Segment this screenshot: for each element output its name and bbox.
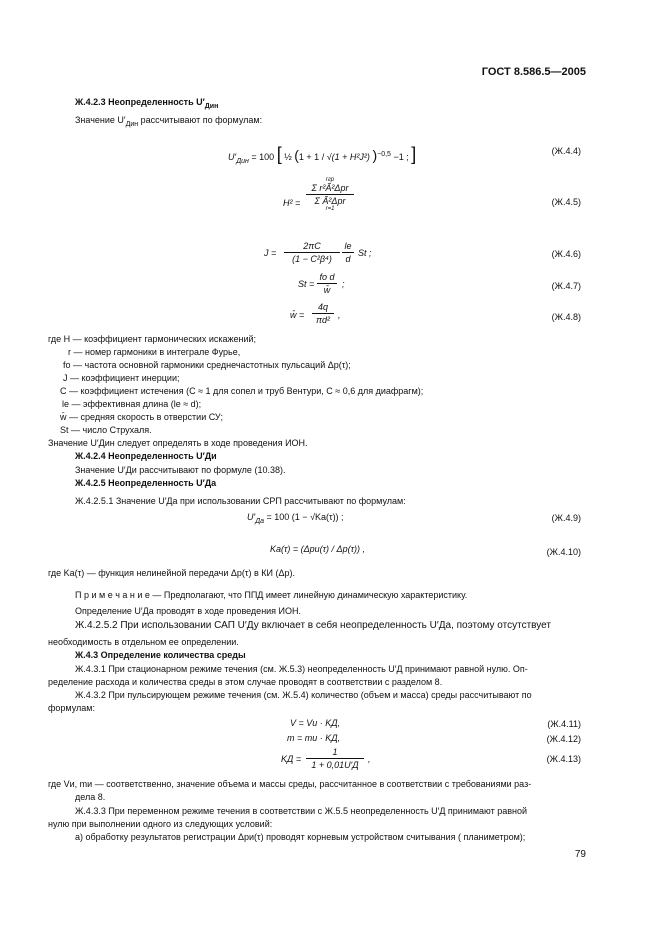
def-line-2: fо — частота основной гармоники среднечастотных пульсаций Δp(τ); (63, 360, 351, 370)
intro-text: Значение U′ (75, 115, 126, 125)
equation-number-4-7: (Ж.4.7) (551, 281, 581, 291)
section-4-2-5-where: где Kа(τ) — функция нелинейной передачи Δp(τ) в КИ (Δp). (48, 568, 295, 578)
equation-number-4-10: (Ж.4.10) (546, 547, 581, 557)
intro-tail: рассчитывают по формулам: (140, 115, 263, 125)
defs-after: Значение U′Дин следует определять в ходе проведения ИОН. (48, 438, 308, 448)
eq48-fraction-bar (312, 313, 334, 314)
def-line-4: C — коэффициент истечения (C ≈ 1 для сопел и труб Вентури, C ≈ 0,6 для диафрагм); (60, 386, 424, 396)
def-line-0: где H — коэффициент гармонических искажений; (48, 334, 257, 344)
def-line-6: w̄ — средняя скорость в отверстии СУ; (60, 412, 223, 422)
eq44-tail: −1 ; (393, 152, 409, 162)
section-4-2-5-2-b: необходимость в отдельном ее определении. (48, 637, 239, 647)
section-4-3-where-a: где Vи, mи — соответственно, значение объема и массы среды, рассчитанное в соответствии с требованиями раз- (48, 779, 532, 789)
eq47-denominator: w̄ (323, 285, 331, 295)
paragraph-intro (75, 115, 262, 128)
eq45-limit-bottom: r=1 (325, 206, 335, 212)
section-4-3-3-b: нулю при выполнении одного из следующих условий: (48, 819, 273, 829)
eq49-lhs: U′ (247, 512, 256, 522)
section-heading-4-3: Ж.4.3 Определение количества среды (75, 650, 246, 660)
eq413-fraction-bar (306, 758, 364, 759)
eq46-numerator: 2πC (303, 241, 321, 251)
eq44-half: ½ (284, 152, 292, 162)
eq46-denominator: (1 − C²β⁴) (292, 254, 332, 264)
eq49-rhs: = 100 (1 − √Kа(τ)) ; (266, 512, 344, 522)
equation-4-11: V = Vи · KД, (290, 718, 341, 728)
equation-4-10 (270, 544, 365, 554)
eq48-numerator: 4q (317, 302, 328, 312)
eq413-denominator: 1 + 0,01U′Д (311, 760, 359, 770)
eq413-tail: , (368, 754, 371, 764)
equation-number-4-9: (Ж.4.9) (551, 513, 581, 523)
section-heading-4-2-5: Ж.4.2.5 Неопределенность U′Да (75, 478, 217, 488)
section-4-3-2-b: формулам: (48, 703, 95, 713)
eq45-fraction-bar (306, 194, 354, 195)
eq46-f2-bar (342, 252, 354, 253)
eq45-numerator: Σ r²Ã²Δpr (311, 183, 349, 193)
eq46-lhs: J = (264, 248, 277, 258)
section-4-3-1-a: Ж.4.3.1 При стационарном режиме течения (см. Ж.5.3) неопределенность U′Д принимают равной нулю. Оп- (75, 664, 528, 674)
eq44-lhs: U′ (228, 152, 237, 162)
standard-designation: ГОСТ 8.586.5—2005 (481, 66, 586, 78)
eq48-denominator: πd² (315, 315, 331, 325)
section-4-3-1-b: ределение расхода и количества среды в этом случае проводят в соответствии с разделом 8. (48, 677, 443, 687)
eq45-lhs: H² = (283, 198, 301, 208)
def-line-3: J — коэффициент инерции; (63, 373, 180, 383)
section-4-3-3-a: Ж.4.3.3 При переменном режиме течения в соответствии с Ж.5.5 неопределенность U′Д принимают равной (75, 806, 527, 816)
section-heading-4-2-4: Ж.4.2.4 Неопределенность U′Ди (75, 451, 217, 461)
equation-number-4-12: (Ж.4.12) (546, 734, 581, 744)
eq46-fraction-bar (284, 252, 340, 253)
equation-4-12: m = mи · KД, (287, 733, 341, 743)
equation-number-4-11: (Ж.4.11) (547, 719, 581, 729)
eq44-lhs-sub: Дин (236, 157, 249, 165)
eq413-lhs: KД = (281, 754, 302, 764)
def-line-7: St — число Струхаля. (60, 425, 152, 435)
heading-text: Ж.4.2.3 Неопределенность U′ (75, 97, 205, 107)
equation-number-4-6: (Ж.4.6) (551, 249, 581, 259)
eq44-exponent: −0,5 (377, 151, 391, 158)
eq410-rhs: (Δpи(τ) / Δp(τ)) , (300, 544, 365, 554)
eq47-fraction (317, 272, 337, 295)
section-heading-4-2-3 (75, 97, 218, 110)
heading-subscript: Дин (204, 102, 219, 110)
def-line-5: lе — эффективная длина (lе ≈ d); (62, 399, 202, 409)
section-4-2-5-2-a: Ж.4.2.5.2 При использовании САП U′Ду включает в себя неопределенность U′Да, поэтому отсутствует (75, 620, 551, 631)
equation-number-4-8: (Ж.4.8) (551, 312, 581, 322)
eq47-lhs: St = (298, 279, 315, 289)
eq44-root: √(1 + H²J²) (326, 152, 370, 162)
equation-4-4: $U'_{Дин} = 100$ [ ½ (1 + 1 / √(1 + H²J²) )$^{-0,5}$ −1 ; ] (228, 144, 417, 165)
eq46-fraction (284, 241, 340, 264)
eq45-denominator: Σ Ã²Δpr (314, 196, 346, 206)
def-line-1: r — номер гармоники в интеграле Фурье, (68, 347, 241, 357)
page-number: 79 (574, 849, 586, 860)
eq46-fraction-2 (342, 241, 354, 264)
eq49-lhs-sub: Да (255, 517, 265, 525)
eq413-fraction (306, 747, 364, 770)
equation-number-4-4: (Ж.4.4) (551, 146, 581, 156)
eq45-limit-top: rгр (325, 177, 335, 183)
eq47-numerator: fо d (319, 272, 335, 282)
section-4-2-5-def: Определение U′Да проводят в ходе проведения ИОН. (75, 606, 302, 616)
equation-number-4-5: (Ж.4.5) (551, 197, 581, 207)
section-4-3-2-a: Ж.4.3.2 При пульсирующем режиме течения (см. Ж.5.4) количество (объем и масса) среды рассчитывают по (75, 690, 532, 700)
eq48-lhs: w̄ = (290, 310, 305, 320)
section-4-3-3-item-a: а) обработку результатов регистрации Δpи(τ) проводят корневым устройством считывания ( планиметром); (75, 832, 526, 842)
section-4-2-4-text: Значение U′Ди рассчитывают по формуле (10.38). (75, 465, 286, 475)
eq46-f2-denominator: d (345, 254, 351, 264)
equation-4-9 (247, 512, 344, 525)
section-4-3-where-b: дела 8. (75, 792, 106, 802)
eq46-tail: St ; (358, 248, 372, 258)
eq48-fraction (312, 302, 334, 325)
eq44-rhs: = 100 (251, 152, 275, 162)
section-4-2-5-note: П р и м е ч а н и е — Предполагают, что ППД имеет линейную динамическую характеристику. (75, 590, 468, 600)
eq413-numerator: 1 (332, 747, 338, 757)
section-4-2-5-1: Ж.4.2.5.1 Значение U′Да при использовании СРП рассчитывают по формулам: (75, 496, 406, 506)
intro-subscript: Дин (125, 120, 139, 128)
eq46-f2-numerator: lе (344, 241, 352, 251)
eq410-lhs: Kа(τ) = (270, 544, 299, 554)
eq45-fraction (306, 177, 354, 212)
eq48-tail: , (338, 310, 341, 320)
eq47-tail: ; (342, 279, 345, 289)
eq47-fraction-bar (317, 283, 337, 284)
equation-number-4-13: (Ж.4.13) (546, 754, 581, 764)
